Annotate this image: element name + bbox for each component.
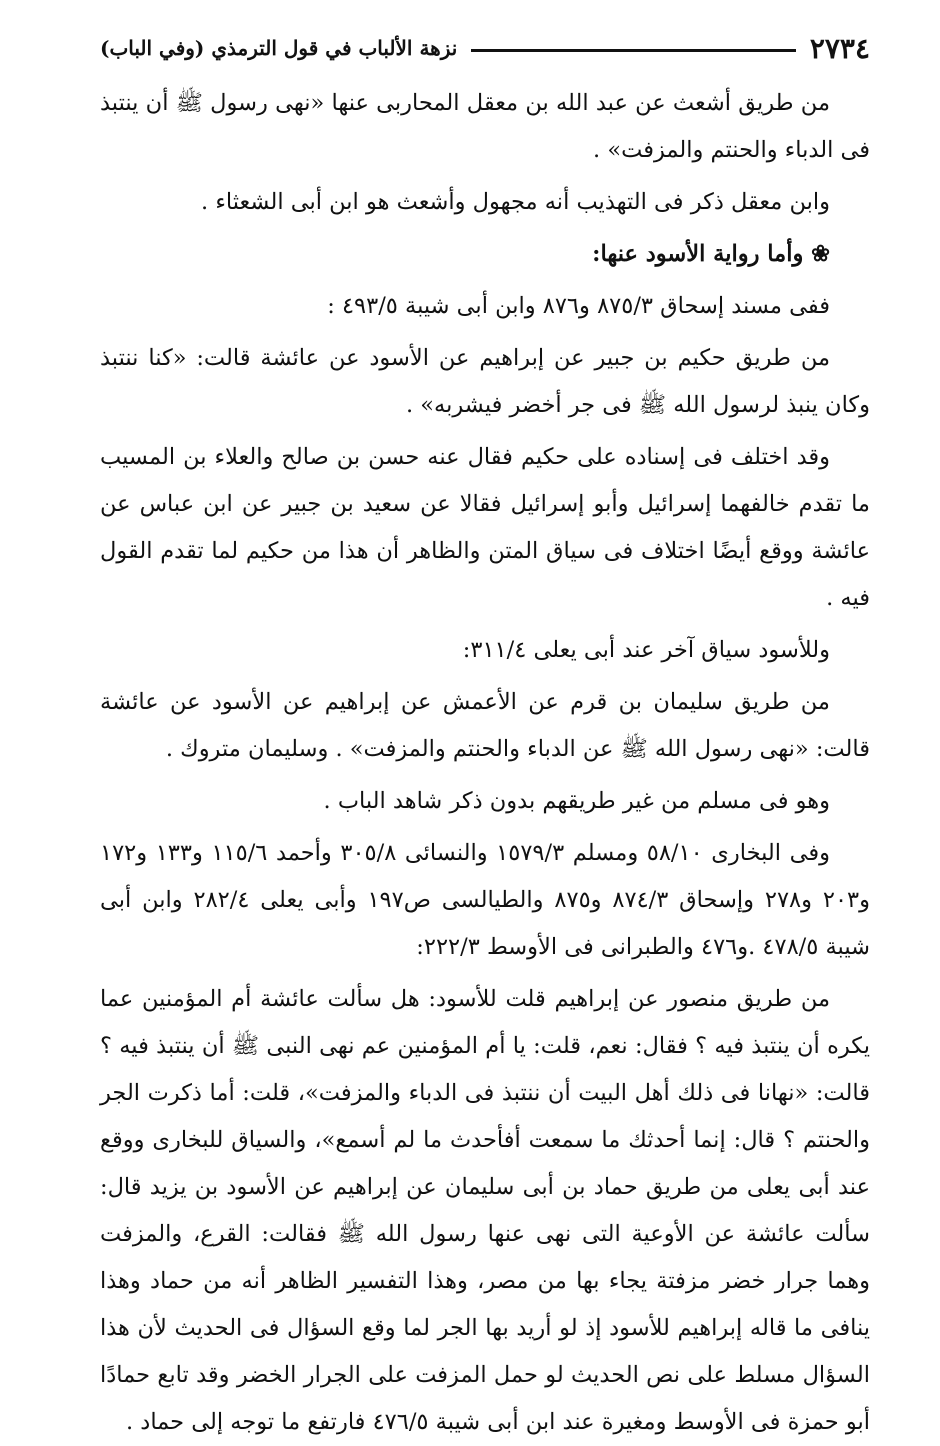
paragraph: من طريق منصور عن إبراهيم قلت للأسود: هل سألت عائشة أم المؤمنين عما يكره أن ينتبذ فيه ؟ فقال: نعم، قلت: يا أم المؤمنين عم نهى النبى ﷺ أن ينتبذ فيه ؟ قالت: «نهانا فى ذلك أهل البيت أن ننتبذ فى الدباء والمزفت»، قلت: أما ذكرت الجر والحنتم ؟ قال: إنما أحدثك ما سمعت أفأحدث ما لم أسمع»، والسياق للبخارى ووقع عند أبى يعلى من طريق حماد بن أبى سليمان عن إبراهيم عن الأسود بن يزيد قال: سألت عائشة عن الأوعية التى نهى عنها رسول الله ﷺ فقالت: القرع، والمزفت وهما جرار خضر مزفتة يجاء بها من مصر، وهذا التفسير الظاهر أنه من حماد وهذا ينافى ما قاله إبراهيم للأسود إذ لو أريد بها الجر لما وقع السؤال فى الحديث لأن هذا السؤال مسلط على نص الحديث لو حمل المزفت على الجرار الخضر وقد تابع حمادًا أبو حمزة فى الأوسط ومغيرة عند ابن أبى شيبة ٤٧٦/٥ فارتفع ما توجه إلى حماد . [100, 986, 870, 1435]
paragraph: من طريق سليمان بن قرم عن الأعمش عن إبراهيم عن الأسود عن عائشة قالت: «نهى رسول الله ﷺ عن الدباء والحنتم والمزفت» . وسليمان متروك . [100, 689, 870, 762]
paragraph: من طريق حكيم بن جبير عن إبراهيم عن الأسود عن عائشة قالت: «كنا ننتبذ وكان ينبذ لرسول الله ﷺ فى جر أخضر فيشربه» . [100, 345, 870, 418]
paragraph: وابن معقل ذكر فى التهذيب أنه مجهول وأشعث هو ابن أبى الشعثاء . [201, 189, 830, 215]
page-body [100, 80, 870, 1446]
section-heading: ❀ وأما رواية الأسود عنها: [592, 241, 830, 267]
paragraph: وقد اختلف فى إسناده على حكيم فقال عنه حسن بن صالح والعلاء بن المسيب ما تقدم خالفهما إسرائيل وأبو إسرائيل فقالا عن سعيد بن جبير عن ابن عباس عن عائشة ووقع أيضًا اختلاف فى سياق المتن والظاهر أن هذا من حكيم لما تقدم القول فيه . [100, 444, 870, 611]
page-header [100, 28, 870, 68]
paragraph: وللأسود سياق آخر عند أبى يعلى ٣١١/٤: [462, 637, 830, 663]
paragraph: وفى البخارى ٥٨/١٠ ومسلم ١٥٧٩/٣ والنسائى ٣٠٥/٨ وأحمد ١١٥/٦ و١٣٣ و١٧٢ و٢٠٣ و٢٧٨ وإسحاق ٨٧٤/٣ و٨٧٥ والطيالسى ص١٩٧ وأبى يعلى ٢٨٢/٤ وابن أبى شيبة ٤٧٨/٥ .و٤٧٦ والطبرانى فى الأوسط ٢٢٢/٣: [100, 840, 870, 960]
book-page [100, 28, 870, 1446]
paragraph: وهو فى مسلم من غير طريقهم بدون ذكر شاهد الباب . [323, 788, 830, 814]
running-title: نزهة الألباب في قول الترمذي (وفي الباب) [100, 36, 458, 60]
header-rule [471, 49, 796, 52]
page-number: ٢٧٣٤ [809, 31, 870, 65]
paragraph: من طريق أشعث عن عبد الله بن معقل المحاربى عنها «نهى رسول ﷺ أن ينتبذ فى الدباء والحنتم والمزفت» . [100, 90, 870, 163]
paragraph: ففى مسند إسحاق ٨٧٥/٣ و٨٧٦ وابن أبى شيبة ٤٩٣/٥ : [327, 293, 830, 319]
